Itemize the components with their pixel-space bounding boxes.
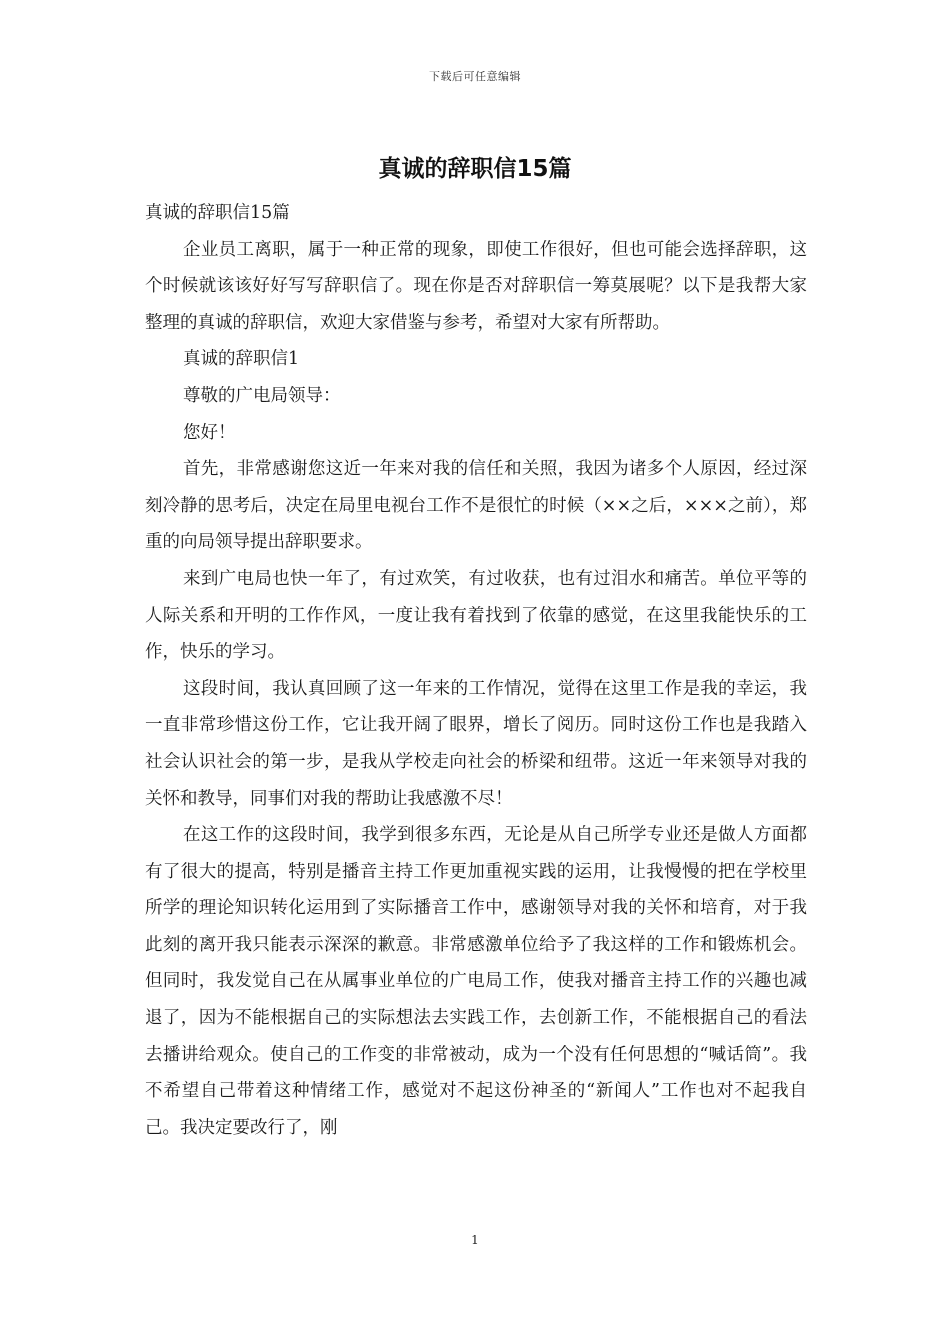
salutation: 尊敬的广电局领导： xyxy=(183,385,341,406)
document-title: 真诚的辞职信15篇 xyxy=(378,156,572,182)
body-paragraph: 首先，非常感谢您这近一年来对我的信任和关照，我因为诸多个人原因，经过深刻冷静的思考后，决定在局里电视台工作不是很忙的时候（××之后，×××之前），郑重的向局领导提出辞职要求。 xyxy=(145,459,807,553)
document-subtitle: 真诚的辞职信15篇 xyxy=(145,203,290,223)
body-paragraph: 这段时间，我认真回顾了这一年来的工作情况，觉得在这里工作是我的幸运，我一直非常珍惜这份工作，它让我开阔了眼界，增长了阅历。同时这份工作也是我踏入社会认识社会的第一步，是我从学校走向社会的桥梁和纽带。这近一年来领导对我的关怀和教导，同事们对我的帮助让我感激不尽！ xyxy=(145,678,807,809)
section-heading: 真诚的辞职信1 xyxy=(183,349,300,370)
body-paragraph: 在这工作的这段时间，我学到很多东西，无论是从自己所学专业还是做人方面都有了很大的提高，特别是播音主持工作更加重视实践的运用，让我慢慢的把在学校里所学的理论知识转化运用到了实际播音工作中，感谢领导对我的关怀和培育，对于我此刻的离开我只能表示深深的歉意。非常感激单位给予了我这样的工作和锻炼机会。但同时，我发觉自己在从属事业单位的广电局工作，使我对播音主持工作的兴趣也减退了，因为不能根据自己的实际想法去实践工作，去创新工作，不能根据自己的看法去播讲给观众。使自己的工作变的非常被动，成为一个没有任何思想的“喊话筒”。我不希望自己带着这种情绪工作，感觉对不起这份神圣的“新闻人”工作也对不起我自己。我决定要改行了，刚 xyxy=(145,825,807,1138)
document-body xyxy=(145,195,807,1146)
intro-paragraph: 企业员工离职，属于一种正常的现象，即使工作很好，但也可能会选择辞职，这个时候就该该好好写写辞职信了。现在你是否对辞职信一筹莫展呢？以下是我帮大家整理的真诚的辞职信，欢迎大家借鉴与参考，希望对大家有所帮助。 xyxy=(145,239,807,333)
greeting: 您好！ xyxy=(183,422,236,443)
body-paragraph: 来到广电局也快一年了，有过欢笑，有过收获，也有过泪水和痛苦。单位平等的人际关系和开明的工作作风，一度让我有着找到了依靠的感觉，在这里我能快乐的工作，快乐的学习。 xyxy=(145,568,807,663)
header-note: 下载后可任意编辑 xyxy=(429,70,521,83)
page-number: 1 xyxy=(471,1233,479,1247)
